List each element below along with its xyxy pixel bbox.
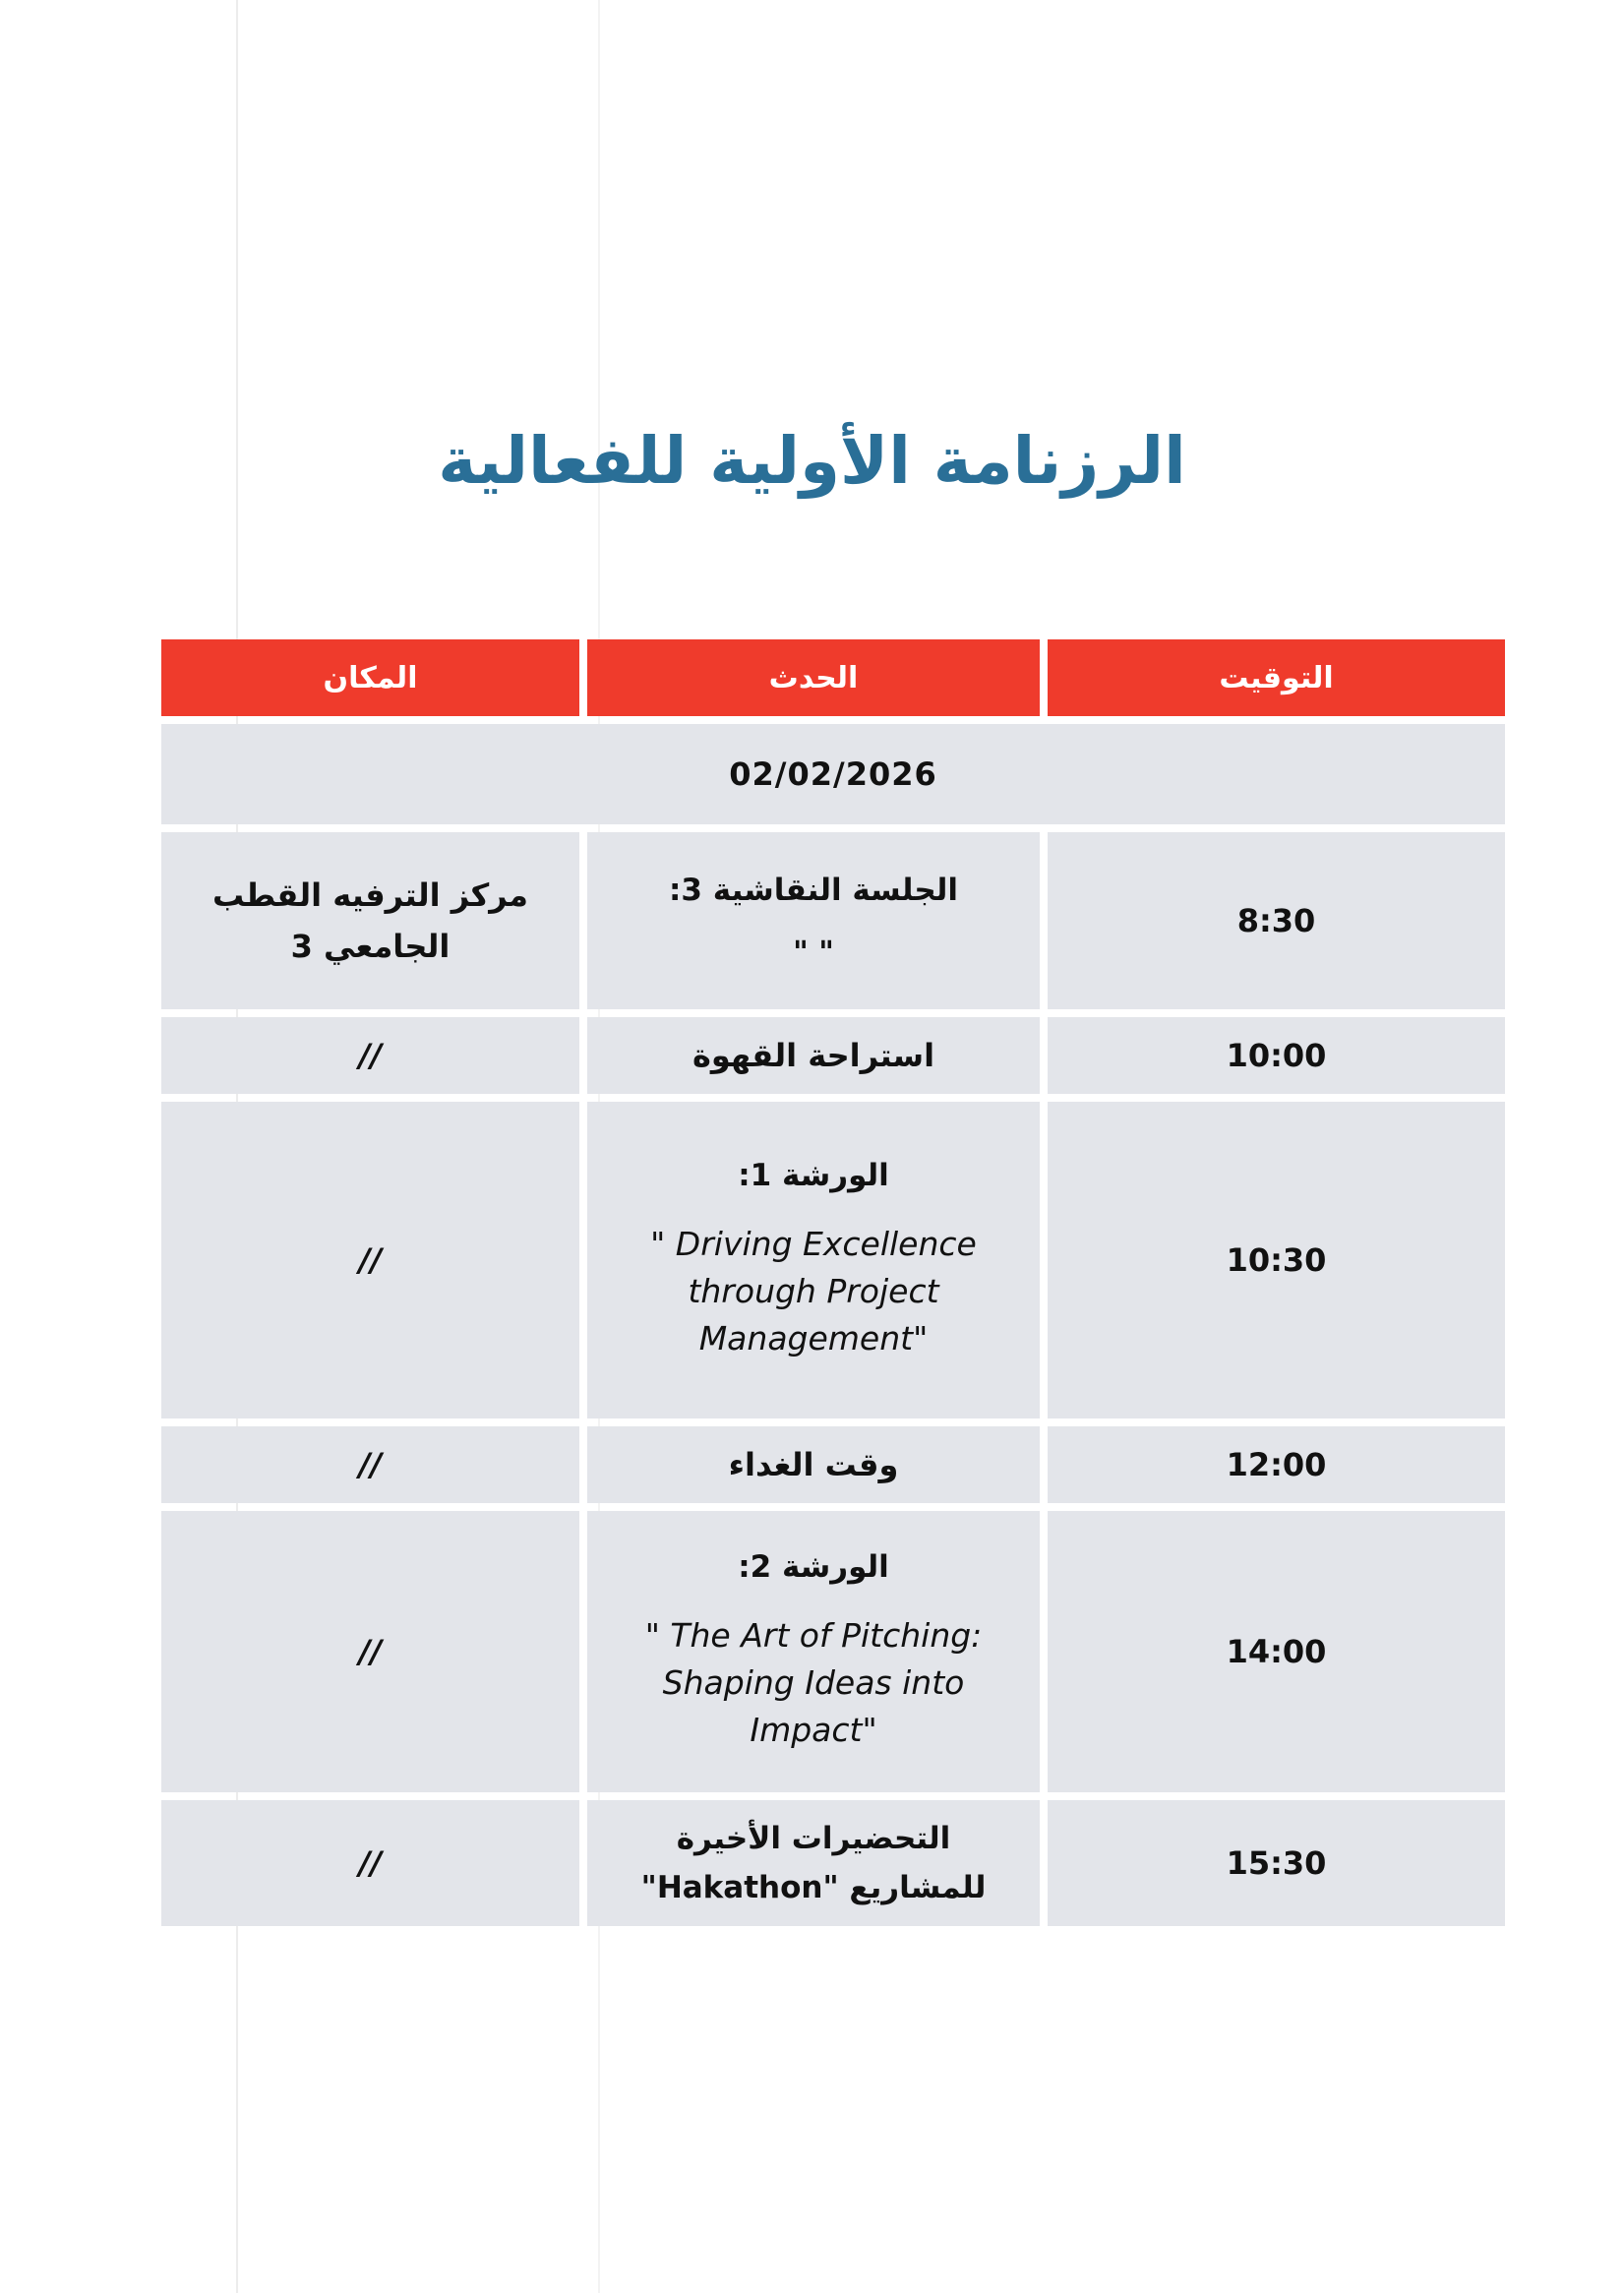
event-cell (587, 832, 1040, 1009)
place-cell: // (161, 1511, 579, 1792)
date-cell: 02/02/2026 (161, 724, 1505, 824)
event-cell (587, 1102, 1040, 1418)
place-cell: مركز الترفيه القطب الجامعي 3 (161, 832, 579, 1009)
header-time: التوقيت (1048, 639, 1505, 716)
table-row (161, 832, 1505, 1009)
schedule-table (153, 632, 1513, 1934)
place-cell: // (161, 1426, 579, 1503)
table-row (161, 1426, 1505, 1503)
event-cell (587, 1511, 1040, 1792)
table-row (161, 1102, 1505, 1418)
time-cell: 12:00 (1048, 1426, 1505, 1503)
event-title: التحضيرات الأخيرة (676, 1821, 951, 1856)
table-row (161, 1800, 1505, 1926)
event-subtitle: " " (793, 935, 834, 970)
event-title: الجلسة النقاشية 3: (669, 872, 958, 908)
event-title-line2: للمشاريع "Hakathon" (640, 1870, 987, 1905)
event-cell: استراحة القهوة (587, 1017, 1040, 1094)
header-place: المكان (161, 639, 579, 716)
event-cell (587, 1800, 1040, 1926)
event-cell: وقت الغداء (587, 1426, 1040, 1503)
table-header-row (161, 639, 1505, 716)
place-cell: // (161, 1102, 579, 1418)
header-event: الحدث (587, 639, 1040, 716)
page-title: الرزنامة الأولية للفعالية (438, 423, 1186, 499)
event-subtitle: " The Art of Pitching: Shaping Ideas into Impact" (644, 1616, 983, 1749)
table-row (161, 1511, 1505, 1792)
event-subtitle: " Driving Excellence through Project Management" (650, 1225, 977, 1358)
time-cell: 10:00 (1048, 1017, 1505, 1094)
date-row (161, 724, 1505, 824)
event-title: الورشة 1: (738, 1158, 889, 1193)
time-cell: 10:30 (1048, 1102, 1505, 1418)
time-cell: 14:00 (1048, 1511, 1505, 1792)
time-cell: 15:30 (1048, 1800, 1505, 1926)
event-title: الورشة 2: (738, 1549, 889, 1585)
time-cell: 8:30 (1048, 832, 1505, 1009)
place-cell: // (161, 1017, 579, 1094)
table-row (161, 1017, 1505, 1094)
place-cell: // (161, 1800, 579, 1926)
